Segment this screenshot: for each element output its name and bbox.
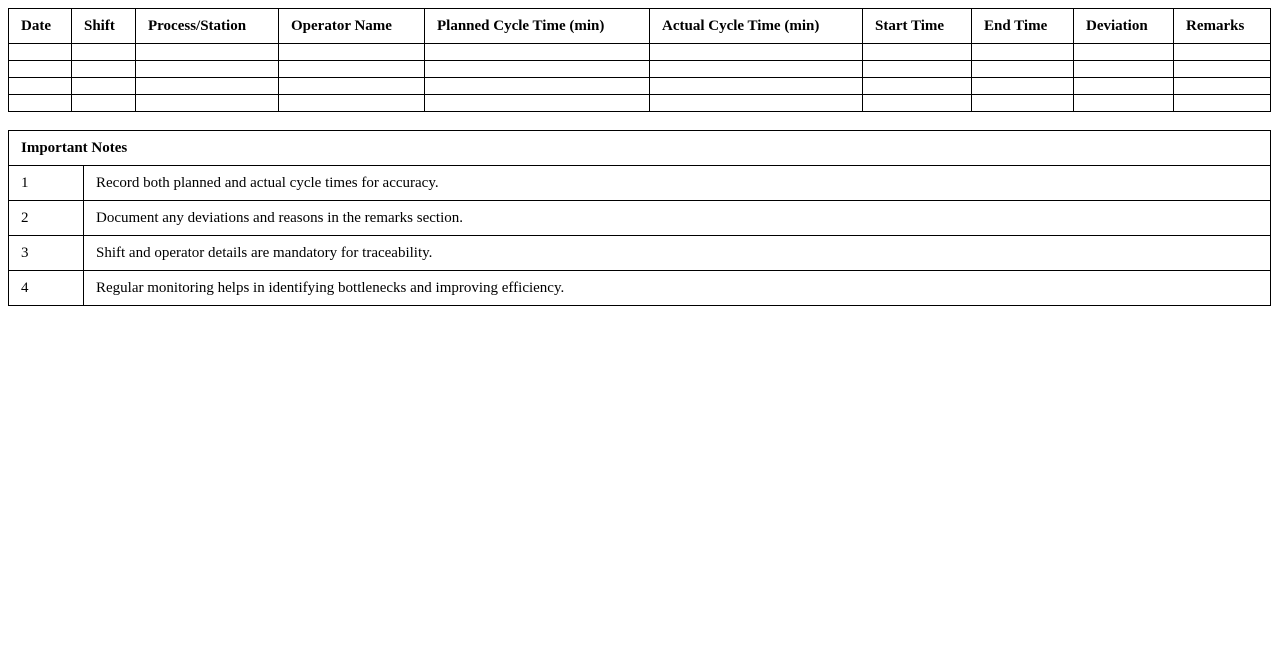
table-cell[interactable] <box>279 61 425 78</box>
note-row <box>9 236 1271 271</box>
table-cell[interactable] <box>1174 78 1271 95</box>
cycle-time-log-table <box>8 8 1271 112</box>
table-cell[interactable] <box>972 95 1074 112</box>
table-cell[interactable] <box>1074 78 1174 95</box>
table-cell[interactable] <box>72 95 136 112</box>
table-row <box>9 95 1271 112</box>
table-cell[interactable] <box>9 61 72 78</box>
table-row <box>9 61 1271 78</box>
table-cell[interactable] <box>72 78 136 95</box>
table-cell[interactable] <box>650 95 863 112</box>
column-header-planned-cycle-time: Planned Cycle Time (min) <box>425 9 650 44</box>
table-cell[interactable] <box>9 95 72 112</box>
notes-title-row <box>9 131 1271 166</box>
note-number: 2 <box>9 201 84 236</box>
table-cell[interactable] <box>136 78 279 95</box>
note-text: Record both planned and actual cycle times for accuracy. <box>84 166 1271 201</box>
column-header-actual-cycle-time: Actual Cycle Time (min) <box>650 9 863 44</box>
column-header-remarks: Remarks <box>1174 9 1271 44</box>
table-cell[interactable] <box>972 78 1074 95</box>
important-notes-table <box>8 130 1271 306</box>
note-text: Document any deviations and reasons in the remarks section. <box>84 201 1271 236</box>
table-cell[interactable] <box>425 44 650 61</box>
table-cell[interactable] <box>650 61 863 78</box>
table-cell[interactable] <box>279 78 425 95</box>
column-header-deviation: Deviation <box>1074 9 1174 44</box>
note-text: Regular monitoring helps in identifying bottlenecks and improving efficiency. <box>84 271 1271 306</box>
table-row <box>9 44 1271 61</box>
table-cell[interactable] <box>863 61 972 78</box>
table-cell[interactable] <box>650 44 863 61</box>
table-cell[interactable] <box>9 78 72 95</box>
table-cell[interactable] <box>1174 44 1271 61</box>
table-cell[interactable] <box>863 95 972 112</box>
table-cell[interactable] <box>136 61 279 78</box>
table-cell[interactable] <box>279 95 425 112</box>
table-cell[interactable] <box>1074 95 1174 112</box>
table-cell[interactable] <box>863 44 972 61</box>
column-header-shift: Shift <box>72 9 136 44</box>
table-cell[interactable] <box>1174 95 1271 112</box>
note-number: 3 <box>9 236 84 271</box>
table-cell[interactable] <box>425 95 650 112</box>
column-header-start-time: Start Time <box>863 9 972 44</box>
notes-title: Important Notes <box>9 131 1271 166</box>
table-cell[interactable] <box>279 44 425 61</box>
table-cell[interactable] <box>72 61 136 78</box>
table-header-row <box>9 9 1271 44</box>
table-row <box>9 78 1271 95</box>
table-body <box>9 44 1271 112</box>
note-number: 1 <box>9 166 84 201</box>
column-header-date: Date <box>9 9 72 44</box>
note-row <box>9 201 1271 236</box>
table-cell[interactable] <box>136 95 279 112</box>
table-cell[interactable] <box>863 78 972 95</box>
table-cell[interactable] <box>425 61 650 78</box>
table-cell[interactable] <box>72 44 136 61</box>
table-cell[interactable] <box>972 44 1074 61</box>
table-cell[interactable] <box>9 44 72 61</box>
note-text: Shift and operator details are mandatory for traceability. <box>84 236 1271 271</box>
table-cell[interactable] <box>1174 61 1271 78</box>
column-header-operator-name: Operator Name <box>279 9 425 44</box>
table-cell[interactable] <box>1074 61 1174 78</box>
table-cell[interactable] <box>972 61 1074 78</box>
table-cell[interactable] <box>650 78 863 95</box>
table-cell[interactable] <box>425 78 650 95</box>
column-header-end-time: End Time <box>972 9 1074 44</box>
note-number: 4 <box>9 271 84 306</box>
column-header-process-station: Process/Station <box>136 9 279 44</box>
note-row <box>9 271 1271 306</box>
table-cell[interactable] <box>136 44 279 61</box>
note-row <box>9 166 1271 201</box>
table-cell[interactable] <box>1074 44 1174 61</box>
